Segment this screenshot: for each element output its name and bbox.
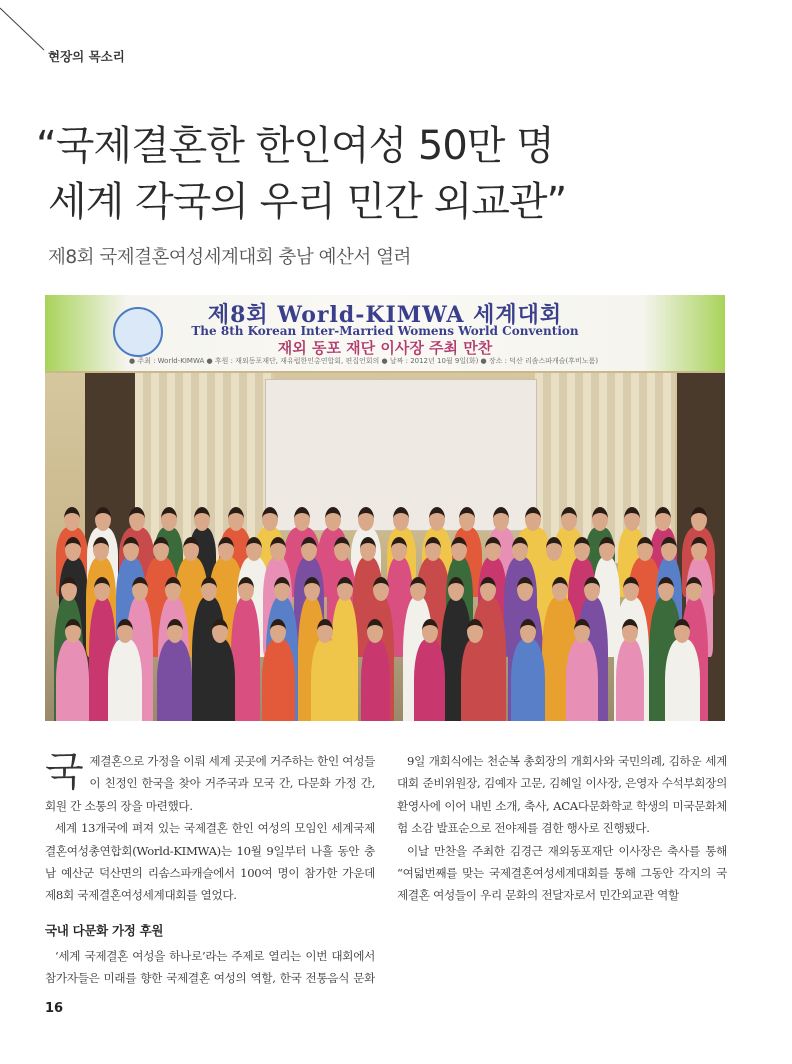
event-banner: [45, 295, 725, 373]
article-paragraph: [45, 750, 375, 817]
banner-host-line: 재외 동포 재단 이사장 주최 만찬: [277, 339, 493, 357]
attendee-head: [599, 537, 615, 561]
banner-subtitle: The 8th Korean Inter-Married Womens World Convention: [191, 324, 579, 338]
attendee-figure: [262, 639, 295, 721]
attendee-head: [525, 507, 541, 531]
attendee-head: [129, 507, 145, 531]
attendee-head: [425, 537, 441, 561]
attendee-head: [624, 507, 640, 531]
attendee-figure: [511, 639, 544, 721]
attendee-head: [691, 507, 707, 531]
article-subheading: 국내 다문화 가정 후원: [45, 922, 164, 938]
attendee-figure: [616, 639, 644, 721]
attendee-head: [246, 537, 262, 561]
article-column-left: [45, 750, 375, 989]
attendee-head: [517, 577, 533, 601]
attendee-head: [459, 507, 475, 531]
attendee-head: [325, 507, 341, 531]
attendee-head: [201, 577, 217, 601]
attendee-head: [480, 577, 496, 601]
attendee-figure: [665, 639, 700, 721]
subheadline: 제8회 국제결혼여성세계대회 충남 예산서 열려: [48, 247, 411, 268]
headline: [36, 118, 756, 230]
event-group-photo: [45, 295, 725, 721]
attendee-figure: [461, 639, 489, 721]
stage-background: [45, 373, 725, 721]
attendee-figure: [361, 639, 390, 721]
attendee-head: [274, 577, 290, 601]
attendee-head: [294, 507, 310, 531]
attendee-figure: [206, 639, 236, 721]
attendee-head: [520, 619, 536, 643]
attendee-head: [334, 537, 350, 561]
attendee-head: [574, 619, 590, 643]
attendee-head: [623, 577, 639, 601]
attendee-head: [262, 507, 278, 531]
banner-title: 제8회 World-KIMWA 세계대회: [207, 302, 563, 328]
attendee-head: [270, 537, 286, 561]
attendee-head: [552, 577, 568, 601]
attendee-head: [391, 537, 407, 561]
attendee-figure: [566, 639, 598, 721]
attendee-head: [422, 619, 438, 643]
attendee-head: [561, 507, 577, 531]
attendee-figure: [108, 639, 142, 721]
attendee-head: [658, 577, 674, 601]
attendee-head: [317, 619, 333, 643]
crowd-of-attendees: [45, 493, 725, 721]
attendee-figure: [414, 639, 445, 721]
attendee-head: [592, 507, 608, 531]
attendee-head: [574, 537, 590, 561]
dropcap: 국: [45, 749, 84, 795]
attendee-head: [64, 507, 80, 531]
article-paragraph-4: 9일 개회식에는 천순복 총회장의 개회사와 국민의례, 김하운 세계대회 준비위원장, 김예자 고문, 김혜일 이사장, 은영자 수석부회장의 환영사에 이어 내빈 소개, 축사, ACA다문화학교 학생의 미국문화체험 소감 발표순으로 전야제를 겸한 행사로 진행됐다.: [397, 754, 727, 836]
attendee-head: [373, 577, 389, 601]
attendee-head: [167, 619, 183, 643]
attendee-head: [132, 577, 148, 601]
headline-line-1: “국제결혼한 한인여성 50만 명: [36, 123, 554, 169]
page-number: 16: [45, 1001, 64, 1016]
attendee-head: [95, 507, 111, 531]
attendee-figure: [231, 597, 260, 721]
attendee-head: [65, 619, 81, 643]
attendee-head: [61, 577, 77, 601]
attendee-head: [360, 537, 376, 561]
attendee-head: [228, 507, 244, 531]
attendee-head: [485, 537, 501, 561]
attendee-head: [584, 577, 600, 601]
attendee-head: [238, 577, 254, 601]
attendee-figure: [157, 639, 192, 721]
section-label: 현장의 목소리: [48, 49, 125, 64]
article-column-right: [397, 750, 727, 907]
article-paragraph-1: 제결혼으로 가정을 이뤄 세계 곳곳에 거주하는 한인 여성들이 친정인 한국을 찾아 거주국과 모국 간, 다문화 가정 간, 회원 간 소통의 장을 마련했다.: [45, 754, 375, 813]
attendee-head: [153, 537, 169, 561]
article-paragraph-5: 이날 만찬을 주최한 김경근 재외동포재단 이사장은 축사를 통해 “여덟번째를 맞는 국제결혼여성세계대회를 통해 그동안 각지의 국제결혼 여성들이 우리 문화의 전달자로서 민간외교관 역할: [397, 843, 727, 903]
headline-line-2: 세계 각국의 우리 민간 외교관”: [48, 179, 567, 225]
attendee-head: [161, 507, 177, 531]
attendee-head: [337, 577, 353, 601]
attendee-head: [304, 577, 320, 601]
banner-info-line: ● 주최 : World-KIMWA ● 후원 : 재외동포재단, 재유럽한인총연합회, 편집언회의 ● 날짜 : 2012년 10월 9일(화) ● 장소 : 덕산 리솜스파캐슬(후비노룸): [129, 357, 599, 365]
article-paragraph-2: 세계 13개국에 펴져 있는 국제결혼 한인 여성의 모임인 세계국제결혼여성총연합회(World-KIMWA)는 10월 9일부터 나흘 동안 충남 예산군 덕산면의 리솜스파캐슬에서 100여 명이 참가한 가운데 제8회 국제결혼여성세계대회를 열었다.: [45, 821, 375, 903]
attendee-figure: [56, 639, 89, 721]
article-paragraph-3: ‘세계 국제결혼 여성을 하나로’라는 주제로 열리는 이번 대회에서 참가자들은 미래를 향한 국제결혼 여성의 역할, 한국 전통음식 문화: [45, 948, 375, 986]
attendee-head: [410, 577, 426, 601]
attendee-figure: [311, 639, 339, 721]
attendee-head: [123, 537, 139, 561]
